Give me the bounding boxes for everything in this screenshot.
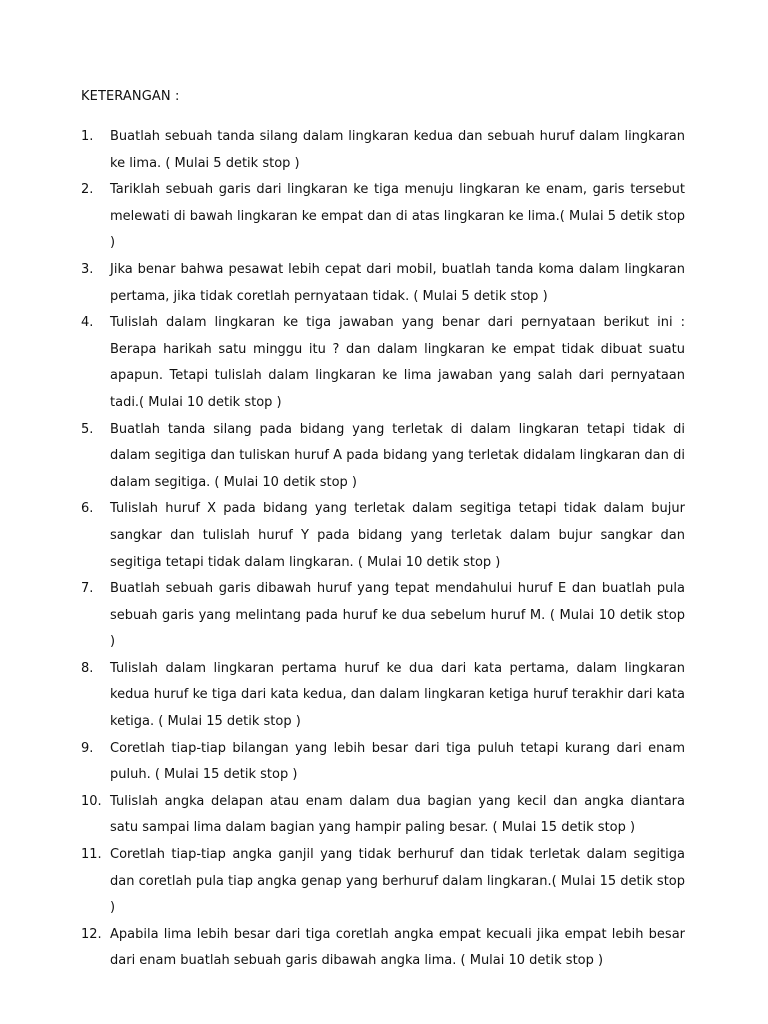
item-number: 1. — [81, 129, 94, 144]
list-item — [81, 496, 685, 576]
item-text: Apabila lima lebih besar dari tiga coretlah angka empat kecuali jika empat lebih besar dari enam buatlah sebuah garis dibawah angka lima. ( Mulai 10 detik stop ) — [110, 926, 685, 969]
list-item — [81, 789, 685, 842]
item-number: 2. — [81, 182, 94, 198]
item-number: 6. — [81, 501, 94, 517]
list-item — [81, 922, 685, 975]
item-number: 7. — [81, 581, 94, 597]
item-number: 3. — [81, 261, 94, 277]
list-item — [81, 417, 685, 497]
item-text: Coretlah tiap-tiap angka ganjil yang tidak berhuruf dan tidak terletak dalam segitiga dan coretlah pula tiap angka genap yang berhuruf dalam lingkaran.( Mulai 15 detik stop ) — [110, 847, 685, 916]
item-text: Buatlah tanda silang pada bidang yang terletak di dalam lingkaran tetapi tidak di dalam segitiga dan tuliskan huruf A pada bidang yang terletak didalam lingkaran dan di dalam segitiga. ( Mulai 10 detik stop ) — [110, 421, 685, 490]
item-text: Buatlah sebuah tanda silang dalam lingkaran kedua dan sebuah huruf dalam lingkaran ke lima. ( Mulai 5 detik stop ) — [110, 129, 685, 171]
item-text: Tariklah sebuah garis dari lingkaran ke tiga menuju lingkaran ke enam, garis tersebut melewati di bawah lingkaran ke empat dan di atas lingkaran ke lima.( Mulai 5 detik stop ) — [110, 182, 685, 251]
item-number: 5. — [81, 421, 94, 437]
item-number: 8. — [81, 660, 94, 676]
item-number: 9. — [81, 740, 94, 756]
item-number: 11. — [81, 847, 102, 863]
list-item — [81, 310, 685, 416]
list-item — [81, 576, 685, 656]
item-text: Tulislah huruf X pada bidang yang terletak dalam segitiga tetapi tidak dalam bujur sangkar dan tulislah huruf Y pada bidang yang terletak dalam bujur sangkar dan segitiga tetapi tidak dalam lingkaran. ( Mulai 10 detik stop ) — [110, 501, 685, 570]
list-item — [81, 736, 685, 789]
item-text: Tulislah dalam lingkaran ke tiga jawaban yang benar dari pernyataan berikut ini : Berapa harikah satu minggu itu ? dan dalam lingkaran ke empat tidak dibuat suatu apapun. Tetapi tulislah dalam lingkaran ke lima jawaban yang salah dari pernyataan tadi.( Mulai 10 detik stop ) — [110, 315, 685, 410]
item-text: Jika benar bahwa pesawat lebih cepat dari mobil, buatlah tanda koma dalam lingkaran pertama, jika tidak coretlah pernyataan tidak. ( Mulai 5 detik stop ) — [110, 261, 685, 304]
list-item — [81, 177, 685, 257]
list-item — [81, 124, 685, 177]
item-text: Tulislah angka delapan atau enam dalam dua bagian yang kecil dan angka diantara satu sampai lima dalam bagian yang hampir paling besar. ( Mulai 15 detik stop ) — [110, 793, 685, 836]
list-item — [81, 656, 685, 736]
item-number: 12. — [81, 926, 102, 942]
list-item — [81, 257, 685, 310]
page-heading: KETERANGAN : — [81, 89, 180, 104]
item-number: 10. — [81, 793, 102, 809]
list-item — [81, 842, 685, 922]
item-number: 4. — [81, 315, 94, 331]
item-text: Tulislah dalam lingkaran pertama huruf ke dua dari kata pertama, dalam lingkaran kedua huruf ke tiga dari kata kedua, dan dalam lingkaran ketiga huruf terakhir dari kata ketiga. ( Mulai 15 detik stop ) — [110, 660, 685, 730]
instruction-list — [81, 124, 685, 975]
item-text: Buatlah sebuah garis dibawah huruf yang tepat mendahului huruf E dan buatlah pula sebuah garis yang melintang pada huruf ke dua sebelum huruf M. ( Mulai 10 detik stop ) — [110, 581, 685, 650]
item-text: Coretlah tiap-tiap bilangan yang lebih besar dari tiga puluh tetapi kurang dari enam puluh. ( Mulai 15 detik stop ) — [110, 740, 685, 783]
